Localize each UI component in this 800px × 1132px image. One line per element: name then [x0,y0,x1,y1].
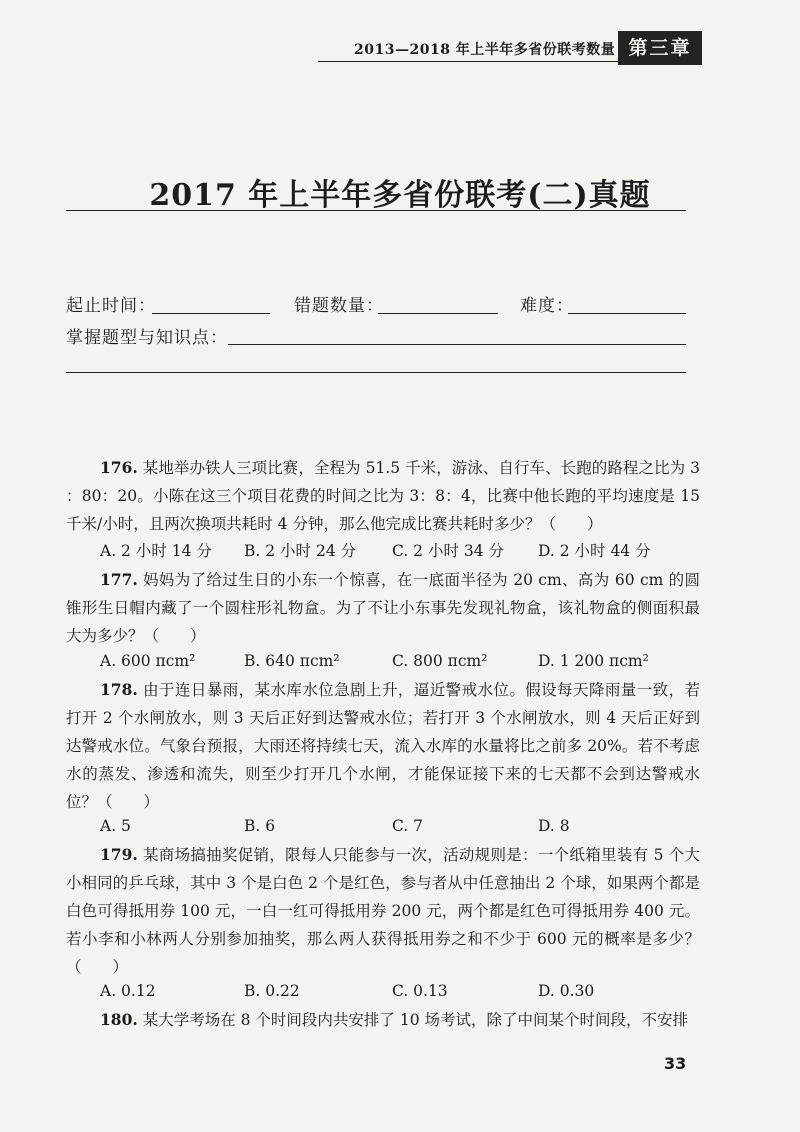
question-text: 某商场搞抽奖促销，限每人只能参与一次，活动规则是：一个纸箱里装有 5 个大小相同的乒乓球，其中 3 个是白色 2 个是红色，参与者从中任意抽出 2 个球，如果两个都是白色可得抵用券 100 元，一白一红可得抵用券 200 元，两个都是红色可得抵用券 400 元。若小李和小林两人分别参加抽奖，那么两人获得抵用券之和不少于 600 元的概率是多少？（ ） [66,846,701,976]
question-177 [66,566,700,650]
option-c: C. 0.13 [392,982,448,1000]
question-178 [66,676,700,816]
errors-blank[interactable] [378,313,498,314]
question-text: 某大学考场在 8 个时间段内共安排了 10 场考试，除了中间某个时间段，不安排 [142,1011,688,1029]
difficulty-blank[interactable] [568,313,686,314]
question-number: 180. [100,1010,138,1029]
question-text: 妈妈为了给过生日的小东一个惊喜，在一底面半径为 20 cm、高为 60 cm 的圆锥形生日帽内藏了一个圆柱形礼物盒。为了不让小东事先发现礼物盒，该礼物盒的侧面积最大为多少？（ ） [66,571,700,645]
time-blank[interactable] [152,313,270,314]
options-178 [100,812,700,840]
question-number: 176. [100,458,138,477]
question-text: 某地举办铁人三项比赛，全程为 51.5 千米，游泳、自行车、长跑的路程之比为 3 ：80：20。小陈在这三个项目花费的时间之比为 3：8：4，比赛中他长跑的平均速度是 15 千米/小时，且两次换项共耗时 4 分钟，那么他完成比赛共耗时多少？（ ） [66,459,700,533]
title-rule [66,210,686,211]
option-c: C. 800 πcm² [392,652,488,670]
question-179 [66,841,700,981]
option-b: B. 0.22 [244,982,300,1000]
knowledge-blank[interactable] [228,344,686,345]
option-c: C. 7 [392,817,424,835]
option-b: B. 640 πcm² [244,652,340,670]
option-d: D. 2 小时 44 分 [538,542,651,560]
question-number: 178. [100,680,138,699]
options-176 [100,537,700,565]
option-b: B. 2 小时 24 分 [244,542,357,560]
page-number: 33 [664,1054,687,1073]
option-d: D. 1 200 πcm² [538,652,649,670]
option-d: D. 8 [538,817,570,835]
question-number: 177. [100,570,138,589]
option-a: A. 2 小时 14 分 [100,542,212,560]
chapter-badge: 第三章 [618,31,702,65]
option-d: D. 0.30 [538,982,595,1000]
knowledge-label: 掌握题型与知识点： [66,328,228,348]
question-176 [66,454,700,538]
question-text: 由于连日暴雨，某水库水位急剧上升，逼近警戒水位。假设每天降雨量一致，若打开 2 个水闸放水，则 3 天后正好到达警戒水位；若打开 3 个水闸放水，则 4 天后正好到达警戒水位。气象台预报，大雨还将持续七天，流入水库的水量将比之前多 20%。若不考虑水的蒸发、渗透和流失，则至少打开几个水闸，才能保证接下来的七天都不会到达警戒水位？（ ） [66,681,700,811]
options-179 [100,977,700,1005]
option-a: A. 600 πcm² [100,652,196,670]
difficulty-label: 难度： [520,296,574,316]
option-c: C. 2 小时 34 分 [392,542,505,560]
option-b: B. 6 [244,817,276,835]
running-header: 2013—2018 年上半年多省份联考数量 [354,42,616,58]
option-a: A. 0.12 [100,982,156,1000]
option-a: A. 5 [100,817,131,835]
page-title: 2017 年上半年多省份联考(二)真题 [149,178,651,213]
header-rule [318,61,618,62]
question-number: 179. [100,845,138,864]
errors-label: 错题数量： [294,296,384,316]
question-180 [66,1006,700,1034]
knowledge-extra-line[interactable] [66,372,686,373]
options-177 [100,647,700,675]
time-label: 起止时间： [66,296,156,316]
